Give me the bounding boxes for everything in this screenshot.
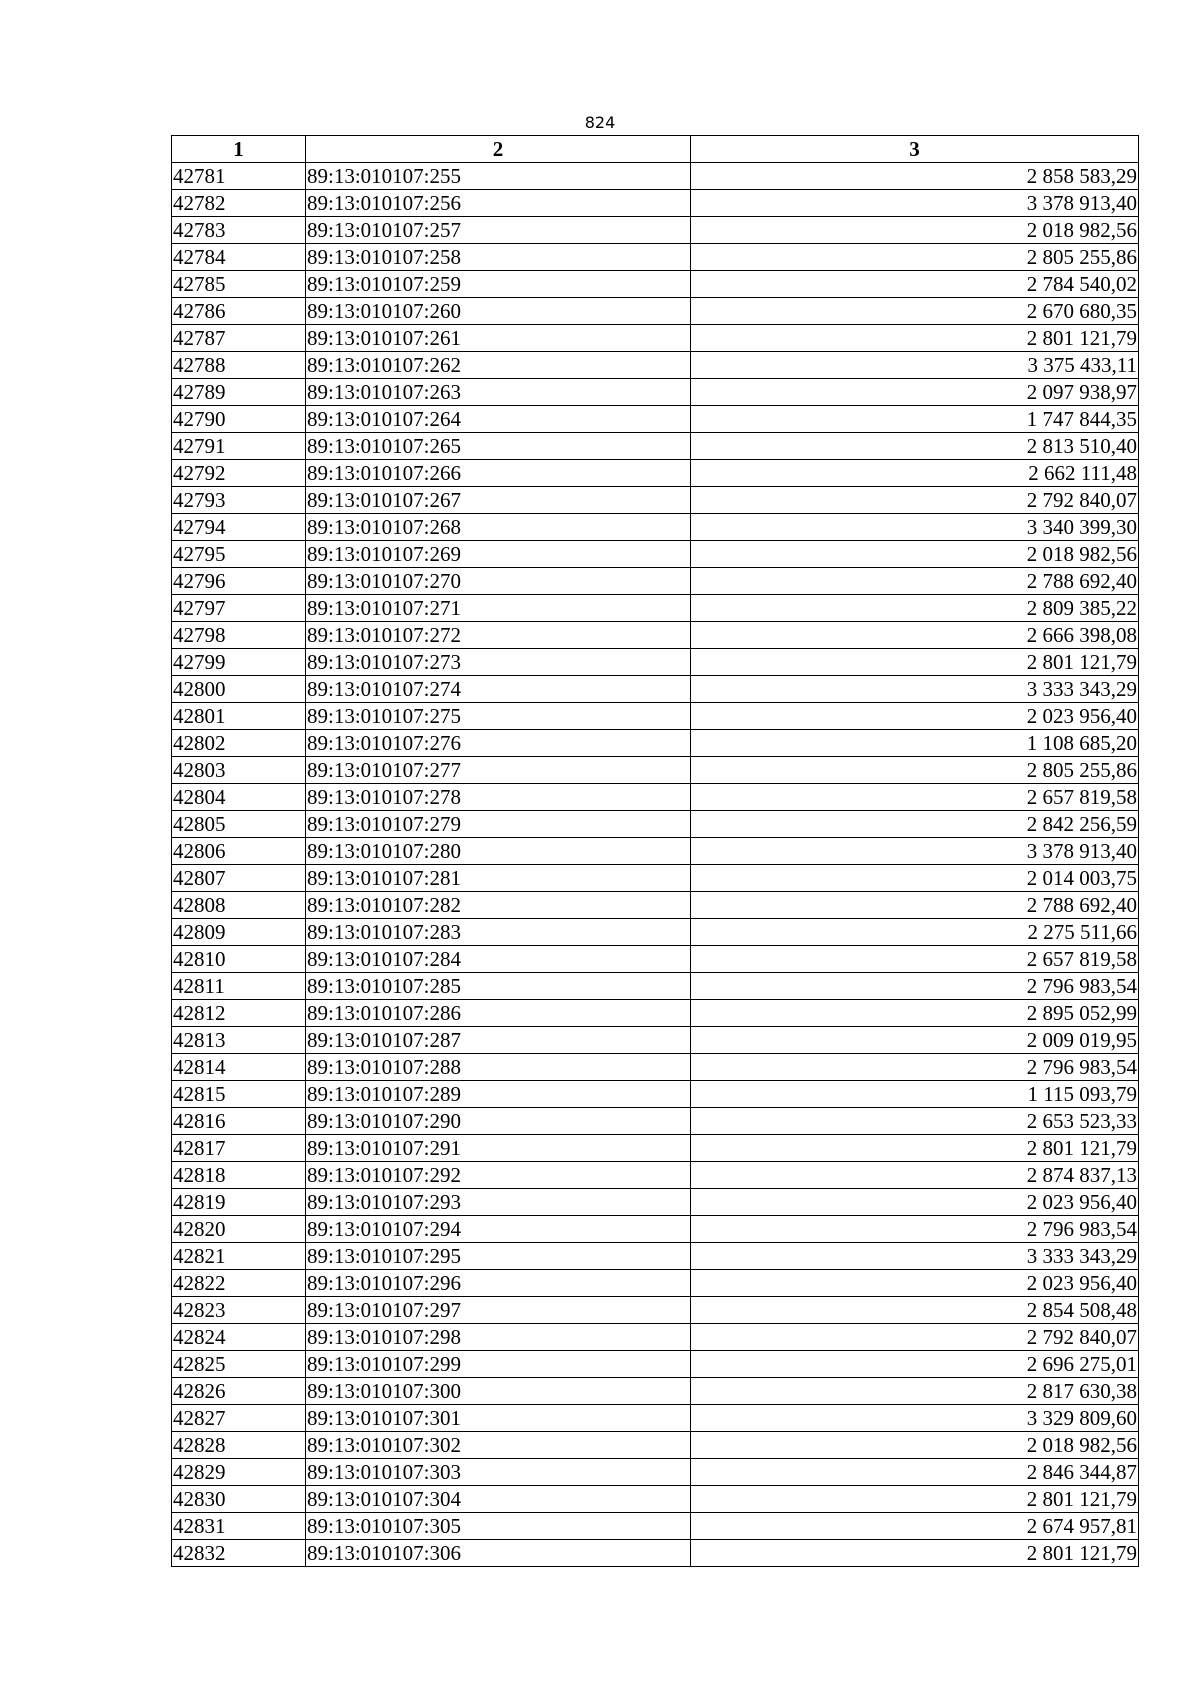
- cadastral-value-cell: 2 805 255,86: [691, 757, 1139, 784]
- cadastral-value-cell: 2 023 956,40: [691, 1189, 1139, 1216]
- row-number-cell: 42829: [172, 1459, 306, 1486]
- row-number-cell: 42828: [172, 1432, 306, 1459]
- cadastral-value-cell: 2 805 255,86: [691, 244, 1139, 271]
- cadastral-value-cell: 2 670 680,35: [691, 298, 1139, 325]
- cadastral-value-cell: 2 809 385,22: [691, 595, 1139, 622]
- row-number-cell: 42799: [172, 649, 306, 676]
- table-row: [172, 703, 1139, 730]
- table-row: [172, 1405, 1139, 1432]
- cadastral-value-cell: 2 801 121,79: [691, 325, 1139, 352]
- table-row: [172, 919, 1139, 946]
- header-row: [172, 136, 1139, 163]
- column-header-1: 1: [172, 136, 306, 163]
- table-row: [172, 865, 1139, 892]
- table-row: [172, 433, 1139, 460]
- cadastral-value-cell: 2 788 692,40: [691, 892, 1139, 919]
- cadastral-value-cell: 2 801 121,79: [691, 1135, 1139, 1162]
- row-number-cell: 42812: [172, 1000, 306, 1027]
- cadastral-value-cell: 1 115 093,79: [691, 1081, 1139, 1108]
- row-number-cell: 42788: [172, 352, 306, 379]
- table-row: [172, 1432, 1139, 1459]
- row-number-cell: 42804: [172, 784, 306, 811]
- table-row: [172, 244, 1139, 271]
- table-row: [172, 649, 1139, 676]
- table-row: [172, 298, 1139, 325]
- cadastral-number-cell: 89:13:010107:267: [306, 487, 691, 514]
- table-row: [172, 811, 1139, 838]
- cadastral-number-cell: 89:13:010107:265: [306, 433, 691, 460]
- cadastral-number-cell: 89:13:010107:279: [306, 811, 691, 838]
- row-number-cell: 42826: [172, 1378, 306, 1405]
- cadastral-value-cell: 2 796 983,54: [691, 973, 1139, 1000]
- column-header-3: 3: [691, 136, 1139, 163]
- cadastral-value-cell: 3 378 913,40: [691, 838, 1139, 865]
- row-number-cell: 42810: [172, 946, 306, 973]
- cadastral-value-table: [171, 135, 1139, 1567]
- cadastral-number-cell: 89:13:010107:260: [306, 298, 691, 325]
- cadastral-value-cell: 2 846 344,87: [691, 1459, 1139, 1486]
- cadastral-value-cell: 2 653 523,33: [691, 1108, 1139, 1135]
- table-row: [172, 676, 1139, 703]
- cadastral-value-cell: 2 854 508,48: [691, 1297, 1139, 1324]
- cadastral-number-cell: 89:13:010107:290: [306, 1108, 691, 1135]
- row-number-cell: 42800: [172, 676, 306, 703]
- cadastral-value-cell: 2 792 840,07: [691, 487, 1139, 514]
- cadastral-number-cell: 89:13:010107:289: [306, 1081, 691, 1108]
- row-number-cell: 42822: [172, 1270, 306, 1297]
- cadastral-number-cell: 89:13:010107:298: [306, 1324, 691, 1351]
- cadastral-number-cell: 89:13:010107:264: [306, 406, 691, 433]
- cadastral-number-cell: 89:13:010107:266: [306, 460, 691, 487]
- cadastral-value-cell: 2 801 121,79: [691, 649, 1139, 676]
- cadastral-number-cell: 89:13:010107:255: [306, 163, 691, 190]
- table-row: [172, 1324, 1139, 1351]
- table-row: [172, 271, 1139, 298]
- cadastral-number-cell: 89:13:010107:304: [306, 1486, 691, 1513]
- table-row: [172, 163, 1139, 190]
- table-row: [172, 973, 1139, 1000]
- table-row: [172, 1081, 1139, 1108]
- cadastral-value-cell: 2 696 275,01: [691, 1351, 1139, 1378]
- row-number-cell: 42803: [172, 757, 306, 784]
- cadastral-value-cell: 2 657 819,58: [691, 784, 1139, 811]
- row-number-cell: 42798: [172, 622, 306, 649]
- row-number-cell: 42823: [172, 1297, 306, 1324]
- cadastral-number-cell: 89:13:010107:272: [306, 622, 691, 649]
- cadastral-value-cell: 2 657 819,58: [691, 946, 1139, 973]
- cadastral-number-cell: 89:13:010107:257: [306, 217, 691, 244]
- table-row: [172, 514, 1139, 541]
- row-number-cell: 42807: [172, 865, 306, 892]
- cadastral-number-cell: 89:13:010107:286: [306, 1000, 691, 1027]
- row-number-cell: 42791: [172, 433, 306, 460]
- cadastral-number-cell: 89:13:010107:300: [306, 1378, 691, 1405]
- cadastral-value-cell: 2 801 121,79: [691, 1540, 1139, 1567]
- table-row: [172, 838, 1139, 865]
- cadastral-number-cell: 89:13:010107:263: [306, 379, 691, 406]
- cadastral-number-cell: 89:13:010107:270: [306, 568, 691, 595]
- cadastral-number-cell: 89:13:010107:282: [306, 892, 691, 919]
- cadastral-number-cell: 89:13:010107:271: [306, 595, 691, 622]
- cadastral-number-cell: 89:13:010107:274: [306, 676, 691, 703]
- cadastral-value-cell: 3 333 343,29: [691, 676, 1139, 703]
- row-number-cell: 42796: [172, 568, 306, 595]
- row-number-cell: 42784: [172, 244, 306, 271]
- table-row: [172, 190, 1139, 217]
- row-number-cell: 42832: [172, 1540, 306, 1567]
- row-number-cell: 42785: [172, 271, 306, 298]
- cadastral-value-cell: 2 796 983,54: [691, 1054, 1139, 1081]
- row-number-cell: 42806: [172, 838, 306, 865]
- table-row: [172, 892, 1139, 919]
- cadastral-value-cell: 3 378 913,40: [691, 190, 1139, 217]
- table-row: [172, 460, 1139, 487]
- table-row: [172, 379, 1139, 406]
- cadastral-number-cell: 89:13:010107:278: [306, 784, 691, 811]
- cadastral-value-cell: 2 796 983,54: [691, 1216, 1139, 1243]
- cadastral-value-cell: 2 275 511,66: [691, 919, 1139, 946]
- table-row: [172, 595, 1139, 622]
- cadastral-value-cell: 2 666 398,08: [691, 622, 1139, 649]
- row-number-cell: 42816: [172, 1108, 306, 1135]
- cadastral-number-cell: 89:13:010107:305: [306, 1513, 691, 1540]
- cadastral-number-cell: 89:13:010107:284: [306, 946, 691, 973]
- row-number-cell: 42817: [172, 1135, 306, 1162]
- row-number-cell: 42795: [172, 541, 306, 568]
- row-number-cell: 42790: [172, 406, 306, 433]
- cadastral-number-cell: 89:13:010107:280: [306, 838, 691, 865]
- table-row: [172, 1216, 1139, 1243]
- cadastral-value-cell: 2 784 540,02: [691, 271, 1139, 298]
- cadastral-number-cell: 89:13:010107:283: [306, 919, 691, 946]
- cadastral-value-cell: 3 333 343,29: [691, 1243, 1139, 1270]
- cadastral-value-cell: 2 018 982,56: [691, 541, 1139, 568]
- table-row: [172, 622, 1139, 649]
- cadastral-value-cell: 2 018 982,56: [691, 217, 1139, 244]
- row-number-cell: 42793: [172, 487, 306, 514]
- row-number-cell: 42824: [172, 1324, 306, 1351]
- cadastral-number-cell: 89:13:010107:268: [306, 514, 691, 541]
- row-number-cell: 42811: [172, 973, 306, 1000]
- row-number-cell: 42831: [172, 1513, 306, 1540]
- table-row: [172, 1243, 1139, 1270]
- cadastral-number-cell: 89:13:010107:258: [306, 244, 691, 271]
- table-row: [172, 946, 1139, 973]
- cadastral-value-cell: 2 813 510,40: [691, 433, 1139, 460]
- table-row: [172, 325, 1139, 352]
- table-row: [172, 1189, 1139, 1216]
- table-row: [172, 568, 1139, 595]
- row-number-cell: 42827: [172, 1405, 306, 1432]
- cadastral-number-cell: 89:13:010107:273: [306, 649, 691, 676]
- cadastral-number-cell: 89:13:010107:291: [306, 1135, 691, 1162]
- table-row: [172, 1054, 1139, 1081]
- row-number-cell: 42813: [172, 1027, 306, 1054]
- cadastral-number-cell: 89:13:010107:294: [306, 1216, 691, 1243]
- cadastral-number-cell: 89:13:010107:299: [306, 1351, 691, 1378]
- table-header: [172, 136, 1139, 163]
- cadastral-number-cell: 89:13:010107:287: [306, 1027, 691, 1054]
- table-row: [172, 217, 1139, 244]
- cadastral-number-cell: 89:13:010107:262: [306, 352, 691, 379]
- cadastral-value-cell: 2 842 256,59: [691, 811, 1139, 838]
- row-number-cell: 42815: [172, 1081, 306, 1108]
- table-row: [172, 352, 1139, 379]
- row-number-cell: 42821: [172, 1243, 306, 1270]
- table-row: [172, 1135, 1139, 1162]
- cadastral-value-cell: 1 747 844,35: [691, 406, 1139, 433]
- table-row: [172, 1513, 1139, 1540]
- cadastral-value-cell: 2 895 052,99: [691, 1000, 1139, 1027]
- row-number-cell: 42786: [172, 298, 306, 325]
- cadastral-number-cell: 89:13:010107:259: [306, 271, 691, 298]
- row-number-cell: 42783: [172, 217, 306, 244]
- row-number-cell: 42787: [172, 325, 306, 352]
- row-number-cell: 42782: [172, 190, 306, 217]
- row-number-cell: 42792: [172, 460, 306, 487]
- cadastral-value-cell: 2 858 583,29: [691, 163, 1139, 190]
- cadastral-number-cell: 89:13:010107:277: [306, 757, 691, 784]
- row-number-cell: 42805: [172, 811, 306, 838]
- cadastral-number-cell: 89:13:010107:269: [306, 541, 691, 568]
- row-number-cell: 42820: [172, 1216, 306, 1243]
- cadastral-value-cell: 2 801 121,79: [691, 1486, 1139, 1513]
- cadastral-value-cell: 2 788 692,40: [691, 568, 1139, 595]
- table-row: [172, 1486, 1139, 1513]
- row-number-cell: 42797: [172, 595, 306, 622]
- page-number: 824: [584, 113, 616, 132]
- table-row: [172, 1351, 1139, 1378]
- cadastral-value-cell: 2 014 003,75: [691, 865, 1139, 892]
- table-row: [172, 1108, 1139, 1135]
- table-row: [172, 784, 1139, 811]
- cadastral-number-cell: 89:13:010107:261: [306, 325, 691, 352]
- row-number-cell: 42809: [172, 919, 306, 946]
- table-row: [172, 757, 1139, 784]
- cadastral-number-cell: 89:13:010107:297: [306, 1297, 691, 1324]
- cadastral-value-cell: 2 023 956,40: [691, 1270, 1139, 1297]
- cadastral-number-cell: 89:13:010107:292: [306, 1162, 691, 1189]
- table-row: [172, 1540, 1139, 1567]
- table-row: [172, 1270, 1139, 1297]
- cadastral-value-cell: 3 375 433,11: [691, 352, 1139, 379]
- cadastral-number-cell: 89:13:010107:275: [306, 703, 691, 730]
- table-row: [172, 1459, 1139, 1486]
- cadastral-number-cell: 89:13:010107:256: [306, 190, 691, 217]
- table-row: [172, 1162, 1139, 1189]
- table-row: [172, 730, 1139, 757]
- cadastral-value-cell: 2 792 840,07: [691, 1324, 1139, 1351]
- table-body: [172, 163, 1139, 1567]
- row-number-cell: 42794: [172, 514, 306, 541]
- table-row: [172, 1297, 1139, 1324]
- row-number-cell: 42814: [172, 1054, 306, 1081]
- row-number-cell: 42818: [172, 1162, 306, 1189]
- row-number-cell: 42802: [172, 730, 306, 757]
- cadastral-value-cell: 2 097 938,97: [691, 379, 1139, 406]
- row-number-cell: 42781: [172, 163, 306, 190]
- cadastral-value-cell: 2 023 956,40: [691, 703, 1139, 730]
- cadastral-number-cell: 89:13:010107:295: [306, 1243, 691, 1270]
- cadastral-value-cell: 1 108 685,20: [691, 730, 1139, 757]
- cadastral-number-cell: 89:13:010107:301: [306, 1405, 691, 1432]
- cadastral-number-cell: 89:13:010107:285: [306, 973, 691, 1000]
- cadastral-number-cell: 89:13:010107:281: [306, 865, 691, 892]
- cadastral-number-cell: 89:13:010107:288: [306, 1054, 691, 1081]
- table-row: [172, 487, 1139, 514]
- cadastral-value-cell: 2 009 019,95: [691, 1027, 1139, 1054]
- cadastral-value-cell: 2 674 957,81: [691, 1513, 1139, 1540]
- table-row: [172, 1027, 1139, 1054]
- cadastral-value-cell: 3 340 399,30: [691, 514, 1139, 541]
- row-number-cell: 42825: [172, 1351, 306, 1378]
- cadastral-number-cell: 89:13:010107:303: [306, 1459, 691, 1486]
- table-row: [172, 406, 1139, 433]
- cadastral-number-cell: 89:13:010107:293: [306, 1189, 691, 1216]
- cadastral-number-cell: 89:13:010107:276: [306, 730, 691, 757]
- cadastral-value-cell: 2 817 630,38: [691, 1378, 1139, 1405]
- row-number-cell: 42808: [172, 892, 306, 919]
- cadastral-number-cell: 89:13:010107:296: [306, 1270, 691, 1297]
- row-number-cell: 42830: [172, 1486, 306, 1513]
- row-number-cell: 42819: [172, 1189, 306, 1216]
- table-row: [172, 1000, 1139, 1027]
- cadastral-value-cell: 2 662 111,48: [691, 460, 1139, 487]
- cadastral-number-cell: 89:13:010107:302: [306, 1432, 691, 1459]
- cadastral-number-cell: 89:13:010107:306: [306, 1540, 691, 1567]
- row-number-cell: 42801: [172, 703, 306, 730]
- cadastral-value-cell: 2 874 837,13: [691, 1162, 1139, 1189]
- cadastral-value-cell: 2 018 982,56: [691, 1432, 1139, 1459]
- table-row: [172, 1378, 1139, 1405]
- cadastral-value-cell: 3 329 809,60: [691, 1405, 1139, 1432]
- column-header-2: 2: [306, 136, 691, 163]
- table-row: [172, 541, 1139, 568]
- row-number-cell: 42789: [172, 379, 306, 406]
